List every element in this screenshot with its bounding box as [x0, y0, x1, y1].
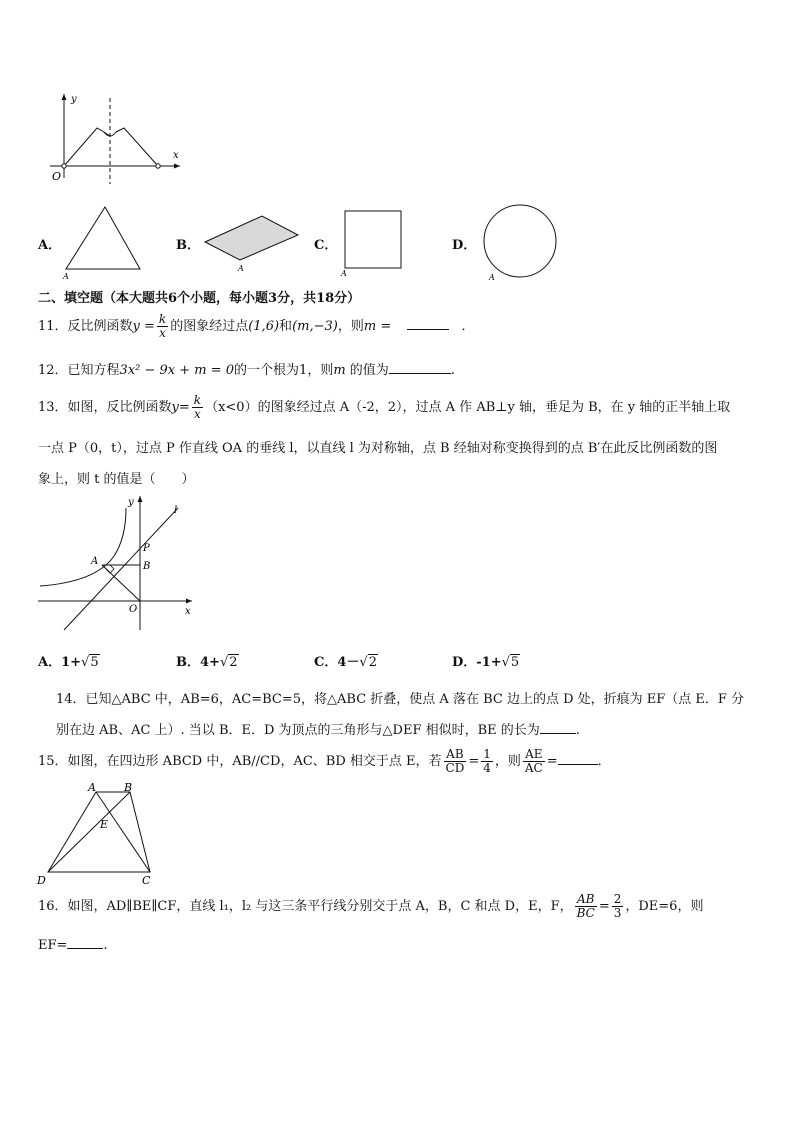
- q13-choice-d[interactable]: D．-1+√5: [452, 655, 520, 670]
- q13-choice-b[interactable]: B．4+√2: [176, 655, 238, 670]
- svg-text:y: y: [128, 497, 134, 508]
- svg-text:A: A: [489, 273, 495, 282]
- origin-label: O: [52, 170, 62, 183]
- question-13-line-1: 13．如图，反比例函数y= $\frac{k}{x}$ （x<0）的图象经过点 A（-2，2），过点 A 作 AB⊥y 轴，垂足为 B，在 y 轴的正半轴上取: [38, 393, 731, 421]
- q13-hyperbola-graph: [36, 490, 200, 634]
- question-13-line-2: 一点 P（0，t），过点 P 作直线 OA 的垂线 l，以直线 l 为对称轴，点 B 经轴对称变换得到的点 B′在此反比例函数的图: [38, 441, 718, 456]
- q14-answer-blank[interactable]: [540, 721, 576, 734]
- q13-choice-c[interactable]: C．4－√2: [314, 655, 377, 670]
- question-13-line-3: 象上，则 t 的值是（ ）: [38, 472, 195, 487]
- question-11: 11．反比例函数y = $\frac{k}{x}$ 的图象经过点(1,6)和(m,−3)，则m = ．: [38, 312, 475, 340]
- q11-answer-blank[interactable]: [407, 317, 449, 330]
- x-axis-label: x: [173, 150, 179, 161]
- section-title: 二、填空题（本大题共6个小题，每小题3分，共18分）: [38, 291, 361, 306]
- question-16-line-2: EF= .: [38, 938, 108, 953]
- option-a-triangle: [60, 204, 150, 280]
- y-axis-label: y: [71, 94, 77, 105]
- svg-text:C: C: [142, 874, 151, 887]
- question-16-line-1: 16．如图，AD∥BE∥CF，直线 l₁，l₂ 与这三条平行线分别交于点 A，B，C 和点 D，E，F， $\frac{AB}{BC}$ = $\frac{2}{3}$ ，DE=6，则: [38, 892, 704, 920]
- option-c-square: [338, 206, 408, 278]
- svg-text:A: A: [88, 781, 96, 794]
- svg-text:D: D: [37, 874, 46, 887]
- svg-text:A: A: [63, 272, 69, 280]
- svg-text:A: A: [91, 556, 99, 567]
- svg-text:B: B: [124, 781, 133, 794]
- svg-text:P: P: [143, 543, 150, 554]
- svg-text:x: x: [185, 606, 191, 617]
- q13-choice-a[interactable]: A．1+√5: [38, 655, 99, 670]
- q16-answer-blank[interactable]: [67, 936, 103, 949]
- question-14-line-2: 别在边 AB、AC 上）. 当以 B．E．D 为顶点的三角形与△DEF 相似时，BE 的长为 .: [56, 723, 580, 738]
- option-b-rhombus: [200, 210, 304, 272]
- top-function-graph: [40, 88, 190, 188]
- question-15: 15．如图，在四边形 ABCD 中，AB//CD，AC、BD 相交于点 E，若 $\frac{AB}{CD}$ = $\frac{1}{4}$ ，则 $\frac{AE}{AC}$ = ．: [38, 747, 611, 775]
- question-14-line-1: 14．已知△ABC 中，AB=6，AC=BC=5，将△ABC 折叠，使点 A 落在 BC 边上的点 D 处，折痕为 EF（点 E．F 分: [56, 692, 745, 707]
- option-d-circle: [480, 202, 562, 284]
- option-d-label[interactable]: D．: [452, 238, 477, 253]
- svg-text:l: l: [174, 505, 178, 516]
- option-a-label[interactable]: A．: [38, 238, 62, 253]
- q15-trapezoid-graph: [34, 780, 166, 888]
- question-12: 12．已知方程3x² − 9x + m = 0的一个根为1，则m 的值为 .: [38, 363, 455, 378]
- q12-answer-blank[interactable]: [389, 361, 451, 374]
- svg-text:A: A: [341, 269, 347, 278]
- svg-text:E: E: [100, 818, 109, 831]
- option-b-label[interactable]: B．: [176, 238, 200, 253]
- option-c-label[interactable]: C．: [314, 238, 338, 253]
- svg-text:A: A: [238, 264, 244, 272]
- q15-answer-blank[interactable]: [558, 752, 598, 765]
- svg-text:O: O: [129, 604, 138, 615]
- svg-text:B: B: [143, 561, 151, 572]
